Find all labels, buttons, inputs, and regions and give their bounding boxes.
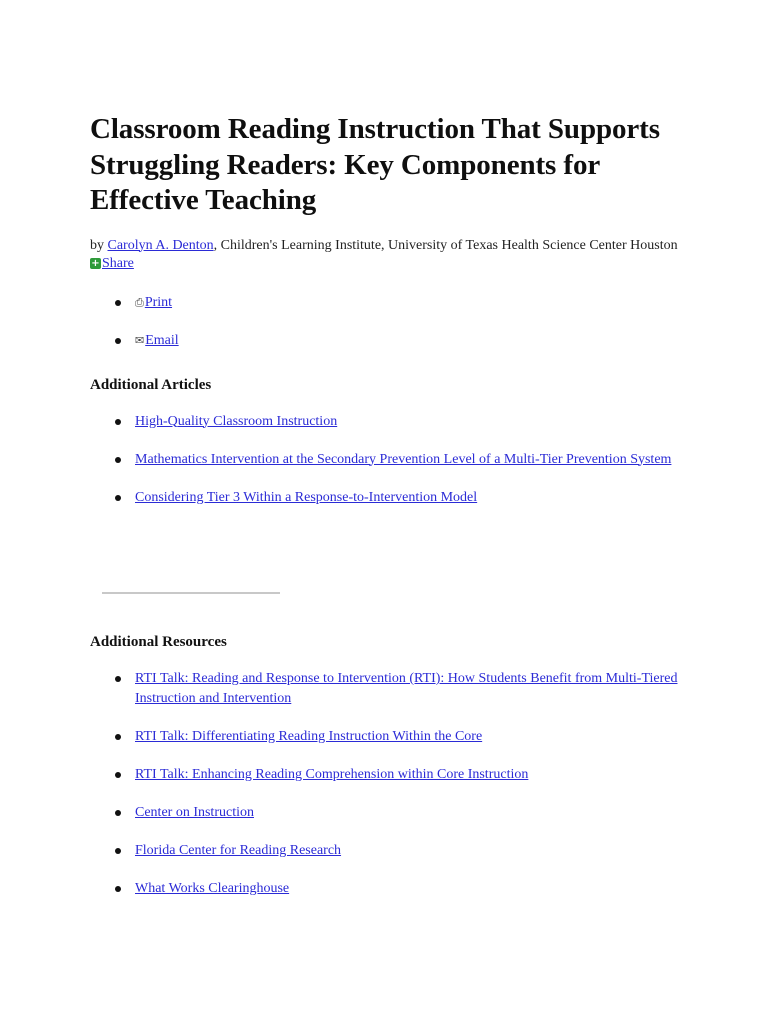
list-item [90,803,690,823]
list-item [90,488,690,508]
envelope-icon[interactable]: ✉ [135,333,145,347]
divider [102,592,280,594]
resource-link-rti-talk-differentiating[interactable]: RTI Talk: Differentiating Reading Instruction Within the Core [135,729,483,744]
resource-link-rti-talk-comprehension[interactable]: RTI Talk: Enhancing Reading Comprehension within Core Instruction [135,767,529,782]
resource-link-rti-talk-reading[interactable]: RTI Talk: Reading and Response to Intervention (RTI): How Students Benefit from Multi-Tiered Instruction and Intervention [135,671,678,706]
article-link-mathematics-intervention[interactable]: Mathematics Intervention at the Secondary Prevention Level of a Multi-Tier Prevention System [135,451,672,467]
article-tools [90,293,690,351]
byline [90,237,690,255]
list-item [90,841,690,861]
list-item [90,727,690,747]
article-link-high-quality[interactable]: High-Quality Classroom Instruction [135,413,338,429]
page-title: Classroom Reading Instruction That Supports Struggling Readers: Key Components for Effective Teaching [90,113,660,216]
additional-articles-list [90,412,690,508]
byline-prefix: by [90,237,108,253]
resource-link-florida-center[interactable]: Florida Center for Reading Research [135,843,342,858]
share-link[interactable]: Share [102,255,134,271]
additional-resources-heading: Additional Resources [90,634,227,650]
resource-link-what-works[interactable]: What Works Clearinghouse [135,881,290,896]
resource-link-center-on-instruction[interactable]: Center on Instruction [135,805,254,820]
additional-resources-section [90,632,690,917]
list-item [90,412,690,432]
list-item [90,879,690,899]
plus-icon[interactable]: + [91,257,100,269]
author-link[interactable]: Carolyn A. Denton [107,237,214,253]
printer-icon[interactable]: ⎙ [135,295,144,309]
list-item [90,450,690,470]
list-item [90,669,690,709]
share-row [90,255,690,273]
additional-resources-list [90,669,690,899]
print-item [90,293,690,313]
email-item [90,331,690,351]
article-link-tier-3[interactable]: Considering Tier 3 Within a Response-to-Intervention Model [135,489,478,505]
email-link[interactable]: Email [145,332,179,348]
list-item [90,765,690,785]
print-link[interactable]: Print [144,294,173,310]
article-page [90,112,690,896]
author-affiliation: , Children's Learning Institute, University of Texas Health Science Center Houston [213,237,678,253]
additional-articles-heading: Additional Articles [90,376,212,393]
